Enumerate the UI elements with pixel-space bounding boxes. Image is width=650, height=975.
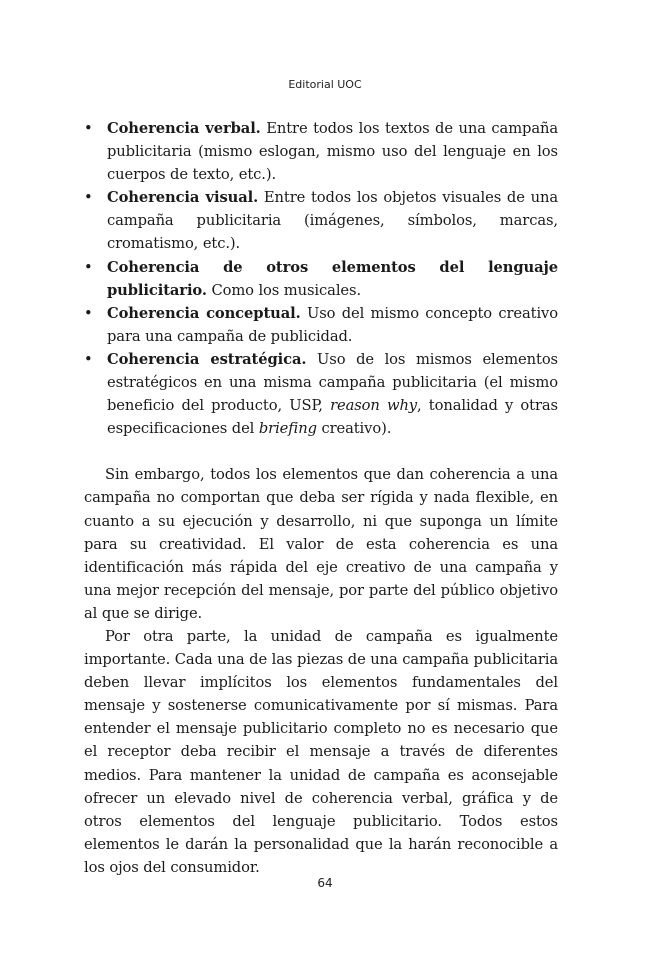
list-item-text: , tonalidad y otras especificaciones del bbox=[107, 397, 558, 438]
list-item bbox=[84, 348, 558, 440]
bullet-icon: • bbox=[84, 120, 93, 137]
bullet-icon: • bbox=[84, 304, 93, 322]
page-body bbox=[84, 117, 558, 879]
bullet-icon: • bbox=[84, 189, 93, 207]
list-item-text: creativo). bbox=[316, 420, 392, 438]
list-item-text: Uso del mismo concepto creativo para una campaña de publicidad. bbox=[107, 304, 559, 345]
body-paragraph: Por otra parte, la unidad de campaña es igualmente importante. Cada una de las piezas de una campaña publicitaria deben llevar implícitos los elementos fundamentales del mensaje y sostenerse comunicativamente por sí mismas. Para entender el mensaje publicitario completo no es necesario que el receptor deba recibir el mensaje a través de diferentes medios. Para mantener la unidad de campaña es aconsejable ofrecer un elevado nivel de coherencia verbal, gráfica y de otros elementos del lenguaje publicitario. Todos estos elementos le darán la personalidad que la harán reconocible a los ojos del consumidor. bbox=[84, 627, 558, 876]
list-item-title: Coherencia conceptual. bbox=[107, 304, 301, 322]
body-paragraph: Sin embargo, todos los elementos que dan coherencia a una campaña no comportan que deba ser rígida y nada flexible, en cuanto a su ejecución y desarrollo, ni que suponga un límite para su creatividad. El valor de esta coherencia es una identificación más rápida del eje creativo de una campaña y una mejor recepción del mensaje, por parte del público objetivo al que se dirige. bbox=[84, 466, 558, 622]
list-item-italic: reason why bbox=[330, 397, 418, 415]
list-item-text: Entre todos los textos de una campaña publicitaria (mismo eslogan, mismo uso del lenguaje en los cuerpos de texto, etc.). bbox=[107, 120, 558, 184]
list-item-title: Coherencia de otros elementos del lenguaje publicitario. bbox=[107, 258, 558, 299]
list-item-text: Como los musicales. bbox=[206, 281, 362, 299]
list-item bbox=[84, 186, 558, 255]
section-gap bbox=[84, 440, 558, 463]
list-item bbox=[84, 256, 558, 302]
coherence-list bbox=[84, 117, 558, 440]
page-number: 64 bbox=[317, 876, 333, 890]
list-item-text: Uso de los mismos elementos estratégicos en una misma campaña publicitaria (el mismo beneficio del producto, USP, bbox=[107, 350, 558, 415]
list-item-title: Coherencia visual. bbox=[107, 189, 259, 207]
list-item-title: Coherencia estratégica. bbox=[107, 350, 307, 368]
running-header: Editorial UOC bbox=[288, 78, 362, 91]
list-item-italic: briefing bbox=[258, 420, 317, 438]
list-item-text: Entre todos los objetos visuales de una campaña publicitaria (imágenes, símbolos, marcas, cromatismo, etc.). bbox=[107, 189, 558, 253]
bullet-icon: • bbox=[84, 350, 93, 368]
list-item bbox=[84, 302, 558, 348]
bullet-icon: • bbox=[84, 258, 93, 276]
list-item-title: Coherencia verbal. bbox=[107, 120, 261, 137]
list-item bbox=[84, 117, 558, 186]
